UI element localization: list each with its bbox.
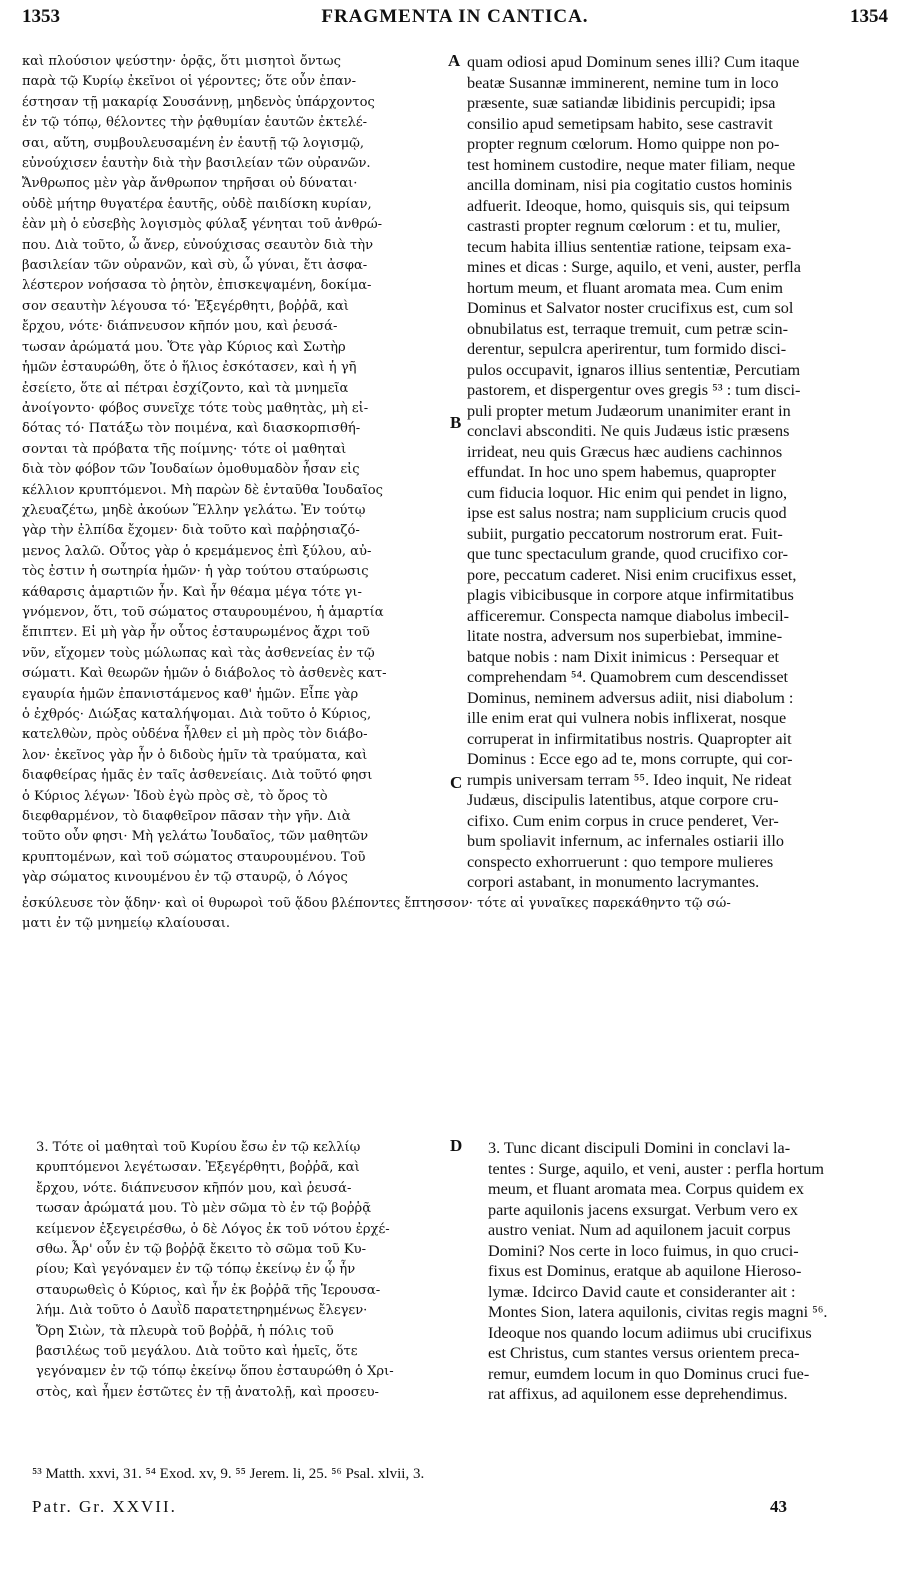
text-line: irrideat, neu quis Græcus hæc audiens cachinnos: [467, 442, 783, 461]
text-line: βασιλέως τοῦ μεγάλου. Διὰ τοῦτο καὶ ἡμεῖς, ὅτε: [36, 1344, 358, 1360]
text-line: στὸς, καὶ ἦμεν ἑστῶτες ἐν τῇ ἀνατολῇ, καὶ προσευ-: [36, 1384, 379, 1400]
text-line: mines et dicas : Surge, aquilo, et veni, auster, perfla: [467, 258, 801, 276]
text-line: ἔρχου, νότε. διάπνευσον κῆπόν μου, καὶ ῥευσά-: [36, 1180, 352, 1196]
text-line: tentes : Surge, aquilo, et veni, auster : perfla hortum: [488, 1159, 824, 1178]
text-line: κατελθὼν, πρὸς οὐδένα ἦλθεν εἰ μὴ πρὸς τὸν διάβο-: [22, 727, 368, 743]
text-line: corpori astabant, in monumento lacrymantes.: [467, 873, 760, 891]
text-line: cum fiducia loquor. Hic enim qui pendet in ligno,: [467, 483, 788, 502]
signature-label: Patr. Gr. XXVII.: [32, 1497, 177, 1516]
text-line: rumpis universam terram ⁵⁵. Ideo inquit, Ne rideat: [467, 770, 792, 789]
text-line: ρίου; Καὶ γεγόναμεν ἐν τῷ τόπῳ ἐκείνῳ ἐν ᾧ ἦν: [36, 1262, 356, 1278]
text-line: σταυρωθεὶς ὁ Κύριος, καὶ ἦν ἐκ βοῤῥᾶ τῆς Ἱερουσα-: [36, 1282, 381, 1298]
text-line: Dominus, neminem adversus adiit, nisi diabolum :: [467, 688, 794, 707]
text-line: γὰρ σώματος κινουμένου ἐν τῷ σταυρῷ, ὁ Λόγος: [22, 870, 348, 886]
text-line: adfuerit. Ideoque, homo, quisquis sis, qui teipsum: [467, 196, 790, 215]
text-line: λον· ἐκεῖνος γὰρ ἦν ὁ διδοὺς ἡμῖν τὰ τραύματα, καὶ: [22, 747, 368, 763]
greek-column-section-1: [22, 52, 446, 889]
text-line: remur, eumdem locum in quo Dominus cruci fue-: [488, 1364, 810, 1383]
text-line: 3. Τότε οἱ μαθηταὶ τοῦ Κυρίου ἔσω ἐν τῷ κελλίῳ: [36, 1140, 361, 1155]
text-line: δότας τό· Πατάξω τὸν ποιμένα, καὶ διασκορπισθή-: [22, 421, 361, 437]
text-line: διαφθείρας ἡμᾶς ἐν ταῖς ἀσθενείαις. Διὰ τοῦτό φησι: [22, 768, 373, 784]
page-number-right: 1354: [850, 6, 888, 27]
text-line: fixus est Dominus, eratque ab aquilone Hieroso-: [488, 1262, 802, 1280]
text-line: austro veniat. Num ad aquilonem jacuit corpus: [488, 1221, 791, 1239]
text-line: Ideoque nos quando locum adiimus ubi crucifixus: [488, 1323, 812, 1342]
text-line: 3. Tunc dicant discipuli Domini in conclavi la-: [488, 1139, 791, 1157]
text-line: κρυπτόμενοι λεγέτωσαν. Ἐξεγέρθητι, βοῤῥᾶ, καὶ: [36, 1160, 360, 1176]
text-line: κείμενον ἐξεγειρέσθω, ὁ δὲ Λόγος ἐκ τοῦ νότου ἐρχέ-: [36, 1221, 390, 1237]
text-line: γεγόναμεν ἐν τῷ τόπῳ ἐκείνῳ ὅπου ἐσταυρώθη ὁ Χρι-: [36, 1364, 394, 1380]
footnotes: ⁵³ Matth. xxvi, 31. ⁵⁴ Exod. xv, 9. ⁵⁵ Jerem. li, 25. ⁵⁶ Psal. xlvii, 3.: [32, 1466, 425, 1482]
text-line: Ὄρη Σιὼν, τὰ πλευρὰ τοῦ βοῤῥᾶ, ἡ πόλις τοῦ: [36, 1323, 334, 1339]
text-line: ἐὰν μὴ ὁ εὐσεβὴς λογισμὸς φύλαξ γένηται τοῦ ἀνθρώ-: [22, 217, 383, 233]
text-line: γνόμενον, ὅτι, τοῦ σώματος σταυρουμένου, ἡ ἁμαρτία: [22, 604, 384, 620]
text-line: batque nobis : nam Dixit inimicus : Persequar et: [467, 647, 780, 666]
text-line: έστησαν τῇ μακαρίᾳ Σουσάννῃ, μηδενὸς ὑπάρχοντος: [22, 94, 375, 110]
text-line: afficeremur. Conspecta namque diabolus imbecil-: [467, 606, 789, 625]
text-line: εὐνούχισεν ἑαυτὴν διὰ τὴν βασιλείαν τῶν οὐρανῶν.: [22, 156, 371, 172]
text-line: ἐσκύλευσε τὸν ᾅδην· καὶ οἱ θυρωροὶ τοῦ ᾅδου βλέποντες ἔπτησσον· τότε αἱ γυναῖκες παρεκάθηντο τῷ σώ-: [22, 896, 731, 911]
text-line: consilio apud semetipsam habito, sese castravit: [467, 114, 773, 133]
text-line: Dominus et Salvator noster crucifixus est, cum sol: [467, 299, 794, 317]
text-line: τὸς ἐστιν ἡ σωτηρία ἡμῶν· ἡ γὰρ τούτου σταύρωσις: [22, 564, 369, 580]
text-line: παρὰ τῷ Κυρίῳ ἐκεῖνοι οἱ γέροντες; ὅτε οὖν ἐπαν-: [22, 74, 357, 90]
margin-letter-c: C: [450, 773, 463, 792]
text-line: pastorem, et dispergentur oves gregis ⁵³ : tum disci-: [467, 381, 801, 399]
greek-column-section-2: [36, 1138, 446, 1403]
text-line: ὁ ἐχθρός· Διώξας καταλήψομαι. Διὰ τοῦτο ὁ Κύριος,: [22, 707, 372, 722]
text-line: corruperat in infirmitatibus nostris. Quapropter ait: [467, 729, 792, 748]
text-line: ματι ἐν τῷ μνημείῳ κλαίουσαι.: [22, 916, 231, 932]
text-line: νῦν, εἴχομεν τοὺς μώλωπας καὶ τὰς ἀσθενείας ἐν τῷ: [22, 645, 375, 661]
text-line: comprehendam ⁵⁴. Quamobrem cum descendisset: [467, 668, 788, 686]
text-line: ἀνοίγοντο· φόβος συνεῖχε τότε τοὺς μαθητὰς, μὴ εἰ-: [22, 400, 369, 416]
text-line: pore, peccatum caderet. Nisi enim crucifixus esset,: [467, 565, 797, 584]
text-line: meum, et fluant aromata mea. Corpus quidem ex: [488, 1180, 805, 1198]
text-line: beatæ Susannæ imminerent, nemine tum in loco: [467, 73, 779, 92]
running-title: FRAGMENTA IN CANTICA.: [321, 6, 589, 27]
text-line: τωσαν ἀρώματά μου. Τὸ μὲν σῶμα τὸ ἐν τῷ βοῤῥᾷ: [36, 1201, 372, 1217]
text-line: γὰρ τὴν ἐλπίδα ἔχομεν· διὰ τοῦτο καὶ παῤῥησιαζό-: [22, 523, 360, 539]
text-line: rat affixus, ad aquilonem esse deprehendimus.: [488, 1385, 788, 1403]
margin-letter-a: A: [448, 51, 461, 70]
text-line: που. Διὰ τοῦτο, ὦ ἄνερ, εὐνούχισας σεαυτὸν διὰ τὴν: [22, 237, 374, 253]
page-number-left: 1353: [22, 6, 60, 27]
text-line: σον σεαυτὴν λέγουσα τό· Ἐξεγέρθητι, βοῤῥᾶ, καὶ: [22, 298, 349, 314]
text-line: litate nostra, adversum nos superbiebat, immine-: [467, 627, 783, 645]
text-line: bum spoliavit infernum, ac infernales ostiarii illo: [467, 832, 784, 850]
text-line: quam odiosi apud Dominum senes illi? Cum itaque: [467, 53, 800, 71]
text-line: Dominus : Ecce ego ad te, mons corrupte, qui cor-: [467, 750, 793, 768]
text-line: Judæus, discipulis latentibus, atque corpore cru-: [467, 791, 779, 809]
signature-line: [32, 1497, 888, 1517]
running-header: [22, 6, 888, 34]
text-line: test hominem custodire, neque mater filiam, neque: [467, 155, 796, 174]
latin-column-section-2: [488, 1138, 890, 1405]
margin-letter-b: B: [450, 413, 462, 432]
text-line: διεφθαρμένον, τὸ διαφθεῖρον πᾶσαν τὴν γῆν. Διὰ: [22, 809, 351, 825]
text-line: βασιλείαν τῶν οὐρανῶν, καὶ σὺ, ὦ γύναι, ἔτι ἀσφα-: [22, 258, 368, 274]
text-line: κέλλιον κρυπτόμενοι. Μὴ παρὼν δὲ ἐνταῦθα Ἰουδαῖος: [22, 482, 383, 498]
text-line: διὰ τὸν φόβον τῶν Ἰουδαίων ὁμοθυμαδὸν ἦσαν εἰς: [22, 462, 360, 478]
text-line: σώματι. Καὶ θεωρῶν ἡμῶν ὁ διάβολος τὸ ἀσθενὲς κατ-: [22, 666, 387, 682]
text-line: conspecto exhorruerunt : quo tempore mulieres: [467, 852, 774, 871]
text-line: ἔπιπτεν. Εἰ μὴ γὰρ ἦν οὗτος ἐσταυρωμένος ἄχρι τοῦ: [22, 625, 370, 641]
text-line: castrasti propter regnum cœlorum : et tu, mulier,: [467, 217, 781, 235]
text-line: τοῦτο οὖν φησι· Μὴ γελάτω Ἰουδαῖος, τῶν μαθητῶν: [22, 829, 369, 845]
text-line: obnubilatus est, terraque tremuit, cum petræ scin-: [467, 319, 788, 338]
text-line: Ἄνθρωπος μὲν γὰρ ἄνθρωπον τηρῆσαι οὐ δύναται·: [22, 176, 358, 192]
text-line: cifixo. Cum enim corpus in cruce penderet, Ver-: [467, 811, 779, 830]
text-line: σαι, αὕτη, συμβουλευσαμένη ἐν ἑαυτῇ τῷ λογισμῷ,: [22, 135, 365, 151]
text-line: σονται τὰ πρόβατα τῆς ποίμνης· τότε οἱ μαθηταὶ: [22, 441, 347, 457]
text-line: parte aquilonis jacens exsurgat. Verbum vero ex: [488, 1200, 799, 1219]
text-line: εγαυρία ἡμῶν ἐπανιστάμενος καθ' ἡμῶν. Εἶπε γὰρ: [22, 686, 359, 702]
text-line: ἐσείετο, ὅτε αἱ πέτραι ἐσχίζοντο, καὶ τὰ μνημεῖα: [22, 380, 349, 396]
text-line: ancilla dominam, nisi pia cogitatio custos hominis: [467, 176, 793, 194]
text-line: λήμ. Διὰ τοῦτο ὁ Δαυῒδ παρατετηρημένως ἔλεγεν·: [36, 1303, 368, 1319]
text-line: est Christus, cum stantes versus orientem preca-: [488, 1344, 800, 1362]
latin-column-section-1: [467, 52, 890, 893]
text-line: λέστερον νοήσασα τὸ ῥητὸν, ἐπισκεψαμένη, δοκίμα-: [22, 278, 372, 294]
text-line: τωσαν ἀρώματά μου. Ὅτε γὰρ Κύριος καὶ Σωτὴρ: [22, 339, 346, 355]
text-line: propter regnum cœlorum. Homo quippe non po-: [467, 135, 780, 153]
text-line: lymæ. Idcirco David caute et consideranter ait :: [488, 1282, 796, 1301]
text-line: Domini? Nos certe in loco fuimus, in quo cruci-: [488, 1241, 799, 1260]
text-line: puli propter metum Judæorum unanimiter erant in: [467, 401, 791, 420]
text-line: ille enim erat qui vulnera nobis inflixerat, nosque: [467, 709, 787, 727]
text-line: subiit, purgatio peccatorum nostrorum erat. Fuit-: [467, 524, 783, 543]
signature-number: 43: [770, 1497, 787, 1516]
text-line: οὐδὲ μήτηρ θυγατέρα ἑαυτῆς, οὐδὲ παιδίσκη κυρίαν,: [22, 196, 372, 212]
text-line: præsente, suæ satiandæ libidinis percupidi; ipsa: [467, 94, 776, 112]
text-line: effundat. In hoc uno spem habemus, quapropter: [467, 463, 776, 481]
text-line: ipse est salus nostra; nam supplicium crucis quod: [467, 504, 787, 522]
text-line: μενος λαλῶ. Οὗτος γὰρ ὁ κρεμάμενος ἐπὶ ξύλου, αὐ-: [22, 543, 372, 559]
text-line: ἔρχου, νότε· διάπνευσον κῆπόν μου, καὶ ῥευσά-: [22, 319, 338, 335]
text-line: κρυπτομένων, καὶ τοῦ σώματος σταυρουμένου. Τοῦ: [22, 849, 366, 865]
text-line: ἡμῶν ἐσταυρώθη, ὅτε ὁ ἥλιος ἐσκότασεν, καὶ ἡ γῆ: [22, 360, 357, 376]
text-line: ἐν τῷ τόπῳ, θέλοντες τὴν ῥᾳθυμίαν ἑαυτῶν ἐκτελέ-: [22, 115, 368, 131]
greek-full-width-lines: [22, 894, 890, 935]
text-line: tecum habita illius sententiæ ratione, teipsam exa-: [467, 237, 792, 256]
text-line: χλευαζέτω, μηδὲ ἀκούων Ἕλλην γελάτω. Ἐν τούτῳ: [22, 502, 366, 518]
text-line: Montes Sion, latera aquilonis, civitas regis magni ⁵⁶.: [488, 1303, 828, 1321]
text-line: pulos occupavit, ignaros illius sententiæ, Percutiam: [467, 360, 801, 379]
text-line: hortum meum, et fluant aromata mea. Cum enim: [467, 278, 784, 297]
text-line: derentur, sepulcra aperirentur, tum formido disci-: [467, 340, 787, 358]
text-line: κάθαρσις ἁμαρτιῶν ἦν. Καὶ ἦν θέαμα μέγα τότε γι-: [22, 584, 362, 600]
text-line: καὶ πλούσιον ψεύστην· ὁρᾷς, ὅτι μισητοὶ ὄντως: [22, 54, 341, 69]
text-line: conclavi absconditi. Ne quis Judæus istic præsens: [467, 422, 790, 440]
text-line: que tunc spectaculum grande, quod crucifixo cor-: [467, 545, 789, 563]
text-line: ὁ Κύριος λέγων· Ἰδοὺ ἐγὼ πρὸς σὲ, τὸ ὄρος τὸ: [22, 788, 328, 804]
margin-letter-d: D: [450, 1136, 463, 1155]
text-line: plagis vibicibusque in corpore atque infirmitatibus: [467, 586, 794, 604]
text-line: σθω. Ἆρ' οὖν ἐν τῷ βοῤῥᾷ ἔκειτο τὸ σῶμα τοῦ Κυ-: [36, 1242, 367, 1258]
